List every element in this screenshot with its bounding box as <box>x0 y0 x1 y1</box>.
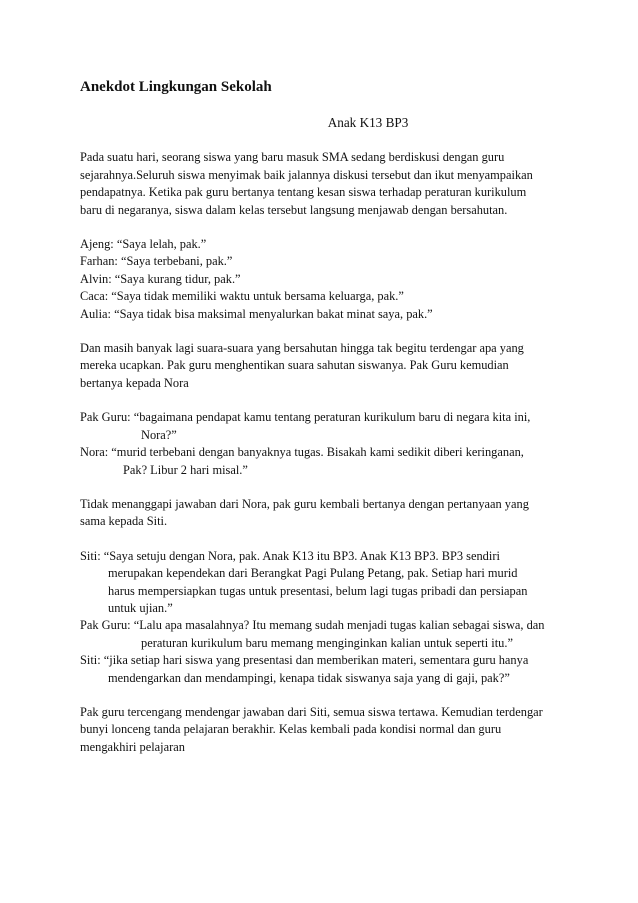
text-line: bertanya kepada Nora <box>80 375 189 390</box>
text-line: Pada suatu hari, seorang siswa yang baru masuk SMA sedang berdiskusi dengan guru <box>80 150 505 165</box>
dialogue-nora <box>80 409 580 479</box>
text-line: baru di negaranya, siswa dalam kelas tersebut langsung menjawab dengan bersahutan. <box>80 202 508 217</box>
dialogue-line-caca: Caca: “Saya tidak memiliki waktu untuk bersama keluarga, pak.” <box>80 289 404 304</box>
dialogue-line-siti-cont: mendengarkan dan mendampingi, kenapa tidak siswanya saja yang di gaji, pak?” <box>108 670 510 685</box>
text-line: sama kepada Siti. <box>80 514 168 529</box>
document-body <box>80 77 580 773</box>
text-line: Pak guru tercengang mendengar jawaban dari Siti, semua siswa tertawa. Kemudian terdengar <box>80 704 543 719</box>
paragraph-siti-intro <box>80 496 580 531</box>
dialogue-line-siti: Siti: “Saya setuju dengan Nora, pak. Anak K13 itu BP3. Anak K13 BP3. BP3 sendiri <box>80 548 500 563</box>
dialogue-line-ajeng: Ajeng: “Saya lelah, pak.” <box>80 237 207 252</box>
paragraph-ending <box>80 704 580 756</box>
paragraph-intro <box>80 149 580 219</box>
text-line: pendapatnya. Ketika pak guru bertanya tentang kesan siswa terhadap peraturan kurikulum <box>80 185 527 200</box>
dialogue-line-pakguru-cont: Nora?” <box>141 427 177 442</box>
dialogue-students <box>80 236 580 323</box>
dialogue-line-pakguru-cont: peraturan kurikulum baru memang menginginkan kalian untuk seperti itu.” <box>141 635 513 650</box>
text-line: mengakhiri pelajaran <box>80 739 185 754</box>
document-title: Anekdot Lingkungan Sekolah <box>80 79 272 95</box>
dialogue-siti <box>80 548 580 687</box>
dialogue-line-pakguru: Pak Guru: “Lalu apa masalahnya? Itu memang sudah menjadi tugas kalian sebagai siswa, dan <box>80 618 545 633</box>
dialogue-line-nora: Nora: “murid terbebani dengan banyaknya tugas. Bisakah kami sedikit diberi keringanan, <box>80 445 524 460</box>
dialogue-line-farhan: Farhan: “Saya terbebani, pak.” <box>80 254 233 269</box>
text-line: Dan masih banyak lagi suara-suara yang bersahutan hingga tak begitu terdengar apa yang <box>80 341 524 356</box>
dialogue-line-alvin: Alvin: “Saya kurang tidur, pak.” <box>80 271 241 286</box>
dialogue-line-pakguru: Pak Guru: “bagaimana pendapat kamu tentang peraturan kurikulum baru di negara kita ini, <box>80 410 531 425</box>
text-line: mereka ucapkan. Pak guru menghentikan suara sahutan siswanya. Pak Guru kemudian <box>80 358 509 373</box>
dialogue-line-siti-cont: untuk ujian.” <box>108 600 173 615</box>
dialogue-line-siti-cont: merupakan kependekan dari Berangkat Pagi Pulang Petang, pak. Setiap hari murid <box>108 566 518 581</box>
text-line: bunyi lonceng tanda pelajaran berakhir. Kelas kembali pada kondisi normal dan guru <box>80 722 502 737</box>
document-subtitle: Anak K13 BP3 <box>327 115 409 130</box>
dialogue-line-nora-cont: Pak? Libur 2 hari misal.” <box>123 462 248 477</box>
dialogue-line-siti-cont: harus mempersiapkan tugas untuk presentasi, belum lagi tugas pribadi dan persiapan <box>108 583 528 598</box>
text-line: Tidak menanggapi jawaban dari Nora, pak guru kembali bertanya dengan pertanyaan yang <box>80 496 529 511</box>
text-line: sejarahnya.Seluruh siswa menyimak baik jalannya diskusi tersebut dan ikut menyampaikan <box>80 167 533 182</box>
dialogue-line-aulia: Aulia: “Saya tidak bisa maksimal menyalurkan bakat minat saya, pak.” <box>80 306 433 321</box>
dialogue-line-siti: Siti: “jika setiap hari siswa yang presentasi dan memberikan materi, sementara guru hanya <box>80 653 529 668</box>
paragraph-continuation <box>80 340 580 392</box>
